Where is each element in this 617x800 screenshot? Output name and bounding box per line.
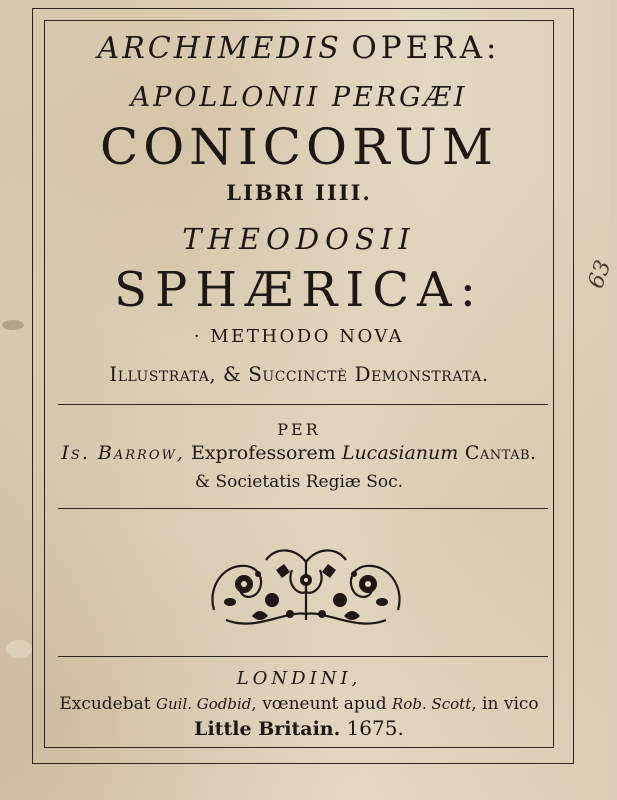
imprint-printer-line [44, 694, 554, 714]
paper-stain [2, 320, 24, 330]
divider-rule [58, 656, 548, 657]
imprint-voeneunt: , vœneunt apud [251, 694, 393, 714]
title-line-libri: LIBRI IIII. [226, 180, 372, 205]
imprint-excudebat: Excudebat [59, 694, 156, 714]
author-name: Is. Barrow, [61, 442, 185, 464]
author-university: Cantab. [458, 442, 537, 464]
divider-rule [58, 404, 548, 405]
margin-annotation: 63 [583, 257, 617, 292]
archimedis-word: ARCHIMEDIS [97, 31, 342, 66]
title-line-archimedis [44, 30, 554, 66]
author-line [44, 442, 554, 464]
printers-ornament [206, 540, 406, 632]
title-line-sphaerica: SPHÆRICA: [114, 262, 484, 318]
title-line-apollonii: APOLLONII PERGÆI [130, 82, 468, 113]
title-line-conicorum: CONICORUM [100, 118, 498, 176]
society-line: & Societatis Regiæ Soc. [194, 472, 404, 492]
opera-word: OPERA: [351, 30, 501, 66]
title-line-methodo: · METHODO NOVA [193, 326, 405, 347]
paper-stain [6, 640, 32, 658]
imprint-in-vico: , in vico [471, 694, 539, 714]
printer-name: Guil. Godbid [156, 695, 252, 713]
bookseller-name: Rob. Scott [392, 695, 472, 713]
imprint-year: 1675. [340, 716, 404, 740]
divider-rule [58, 508, 548, 509]
street-name: Little Britain. [194, 718, 341, 740]
per-line: PER [277, 420, 321, 439]
imprint-city: LONDINI, [236, 668, 362, 689]
author-title: Exprofessorem [184, 442, 342, 464]
author-chair: Lucasianum [341, 442, 459, 464]
title-line-illustrata: Illustrata, & Succinctè Demonstrata. [109, 362, 489, 386]
title-line-theodosii: THEODOSII [182, 222, 416, 256]
imprint-address-line [44, 716, 554, 740]
